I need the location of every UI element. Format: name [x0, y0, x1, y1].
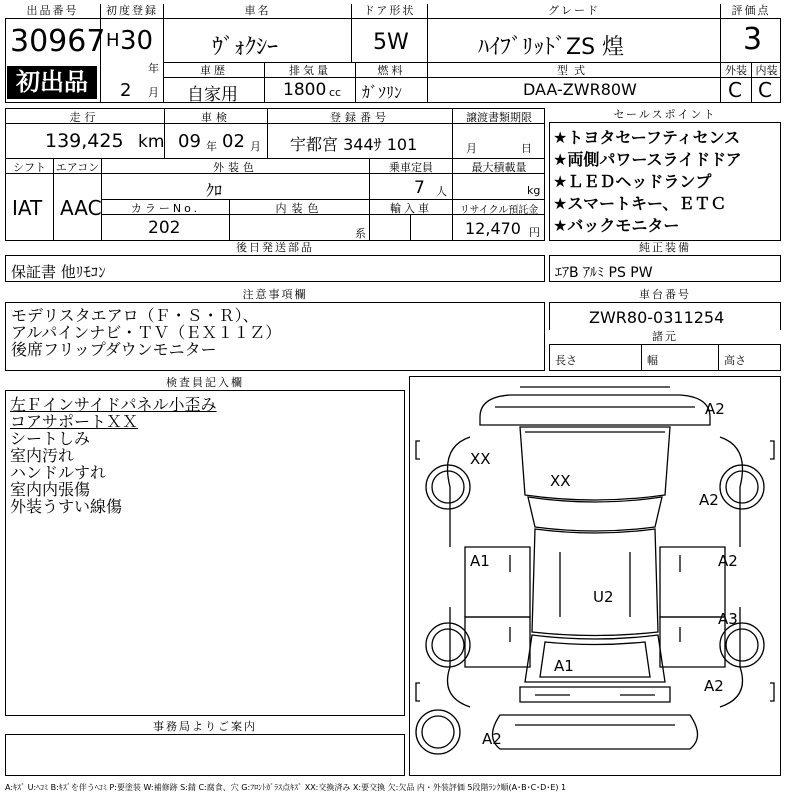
- import-label: 輸入車: [390, 202, 432, 215]
- history-label: 車歴: [200, 64, 228, 77]
- first-listing-badge: 初出品: [7, 66, 97, 99]
- inspector-line: 左Ｆインサイドパネル小歪み: [10, 395, 217, 414]
- interior-color-label: 内装色: [275, 202, 324, 215]
- caution-notes: [11, 307, 281, 358]
- selling-point-item: ★両側パワースライドドア: [553, 150, 742, 169]
- interior-color-unit: 系: [355, 227, 366, 240]
- car-outline-diagram: [410, 377, 780, 775]
- exterior-label: 外装: [725, 64, 747, 77]
- inspector-line: 室内汚れ: [10, 446, 75, 465]
- fuel: ｶﾞｿﾘﾝ: [362, 83, 403, 102]
- mark-left-front-door: A1: [470, 552, 490, 570]
- model-label: 型式: [557, 64, 591, 77]
- mark-roof: U2: [593, 588, 614, 606]
- mileage: 139,425: [45, 130, 124, 152]
- inspector-title: 検査員記入欄: [5, 376, 405, 391]
- equipment-title: 純正装備: [549, 241, 781, 256]
- recycle-label: リサイクル預託金: [459, 205, 539, 216]
- caution-title: 注意事項欄: [5, 288, 545, 303]
- capacity: 7: [414, 178, 425, 198]
- transfer-day-unit: 日: [521, 142, 532, 155]
- mark-right-front-upper: A2: [699, 491, 719, 509]
- transfer-deadline-label: 譲渡書類期限: [466, 111, 532, 124]
- color: ｸﾛ: [206, 181, 223, 200]
- interior-label: 内装: [755, 64, 778, 77]
- year-unit: 年: [148, 62, 159, 75]
- caution-line: アルパインナビ・ＴＶ（ＥＸ１１Ｚ）: [11, 323, 282, 342]
- color-number: 202: [148, 218, 181, 238]
- recycle-deposit: 12,470: [465, 219, 521, 238]
- length-label: 長さ: [555, 354, 577, 367]
- year-number: 30: [120, 26, 154, 56]
- mark-front-right: A2: [705, 400, 725, 418]
- caution-line: 後席フリップダウンモニター: [11, 340, 217, 359]
- damage-diagram: [409, 376, 781, 776]
- month-number: 2: [120, 80, 132, 101]
- inspector-line: シートしみ: [10, 429, 91, 448]
- month-unit: 月: [148, 86, 159, 99]
- inspection-month: 02: [222, 131, 245, 152]
- era: H: [106, 30, 120, 51]
- lot-number: 30967: [10, 24, 106, 59]
- recycle-unit: 円: [529, 226, 540, 239]
- max-load-unit: kg: [527, 184, 541, 197]
- mark-right-front-door: A2: [718, 552, 738, 570]
- lot-number-label: 出品番号: [5, 4, 100, 19]
- mark-rear-bumper: A2: [482, 730, 502, 748]
- grade: ﾊｲﾌﾞﾘｯﾄﾞZS 煌: [478, 35, 625, 60]
- fuel-label: 燃料: [377, 64, 406, 77]
- caution-line: モデリスタエアロ（Ｆ・Ｓ・Ｒ）、: [11, 306, 259, 325]
- mark-rear-glass: A1: [554, 657, 574, 675]
- capacity-unit: 人: [436, 185, 447, 198]
- mileage-label: 走行: [69, 111, 100, 124]
- displacement-unit: cc: [329, 86, 342, 99]
- inspector-line: コアサポートＸＸ: [10, 412, 139, 431]
- color-label: 外装色: [213, 161, 258, 174]
- model: DAA-ZWR80W: [523, 80, 637, 99]
- selling-point-item: ★ＬＥＤヘッドランプ: [553, 172, 712, 191]
- first-registration-label: 初度登録: [101, 4, 163, 19]
- later-parts-text: 保証書 他ﾘﾓｺﾝ: [11, 263, 106, 281]
- later-parts-title: 後日発送部品: [5, 241, 545, 256]
- displacement: 1800: [283, 80, 327, 100]
- inspector-notes: [10, 396, 217, 515]
- selling-point-item: ★トヨタセーフティセンス: [553, 128, 741, 147]
- score-label: 評価点: [721, 4, 781, 19]
- inspector-line: 外装うすい線傷: [10, 497, 123, 516]
- displacement-label: 排気量: [289, 64, 331, 77]
- inspection-label: 車検: [201, 111, 231, 124]
- inspector-line: 室内内張傷: [10, 480, 91, 499]
- width-label: 幅: [647, 354, 658, 367]
- inspection-year-unit: 年: [206, 140, 217, 153]
- selling-points-title: セールスポイント: [549, 108, 781, 123]
- score: 3: [743, 22, 763, 57]
- office-title: 事務局よりご案内: [5, 720, 405, 735]
- chassis-title: 車台番号: [549, 288, 781, 303]
- interior-grade: C: [758, 78, 772, 102]
- shift-label: シフト: [13, 161, 46, 174]
- mileage-unit: km: [138, 132, 165, 152]
- mark-right-rear-door: A3: [718, 610, 738, 628]
- car-name-label: 車名: [164, 4, 351, 19]
- capacity-label: 乗車定員: [389, 161, 433, 174]
- max-load-label: 最大積載量: [471, 161, 527, 174]
- color-number-label: カラーNo.: [130, 202, 201, 215]
- door-label: ドア形状: [352, 4, 427, 19]
- mark-bonnet: XX: [550, 472, 571, 490]
- height-label: 高さ: [724, 354, 746, 367]
- selling-point-item: ★スマートキー、ＥＴＣ: [553, 194, 727, 213]
- chassis-number: ZWR80-0311254: [589, 308, 725, 327]
- equipment-text: ｴｱB ｱﾙﾐ PS PW: [555, 265, 653, 281]
- grade-label: グレード: [428, 4, 720, 19]
- history: 自家用: [187, 85, 238, 105]
- ac-label: エアコン: [55, 161, 100, 174]
- registration-label: 登録番号: [330, 111, 390, 124]
- registration-number: 宇都宮 344ｻ 101: [290, 135, 418, 154]
- selling-point-item: ★バックモニター: [553, 216, 680, 235]
- inspection-year: 09: [178, 131, 201, 152]
- shift: IAT: [12, 196, 43, 220]
- mark-front-left: XX: [470, 450, 491, 468]
- ac: AAC: [60, 196, 102, 220]
- door-type: 5W: [373, 30, 409, 55]
- car-name: ｳﾞｫｸｼｰ: [212, 35, 279, 60]
- dimensions-title: 諸元: [549, 330, 781, 345]
- legend-footer: A:ｷｽﾞ U:ﾍｺﾐ B:ｷｽﾞを伴うﾍｺﾐ P:要塗装 W:補修跡 S:錆 C:腐食、穴 G:ﾌﾛﾝﾄｶﾞﾗｽ点ｷｽﾞ XX:交換済み X:要交換 欠:欠品 内・外装評価 5段階ﾗﾝｸ順(A･B･C･D･E) 1: [5, 783, 567, 792]
- transfer-month-unit: 月: [466, 142, 477, 155]
- exterior-grade: C: [728, 78, 742, 102]
- mark-rear-right: A2: [704, 677, 724, 695]
- inspector-line: ハンドルすれ: [10, 463, 107, 482]
- inspection-month-unit: 月: [250, 140, 261, 153]
